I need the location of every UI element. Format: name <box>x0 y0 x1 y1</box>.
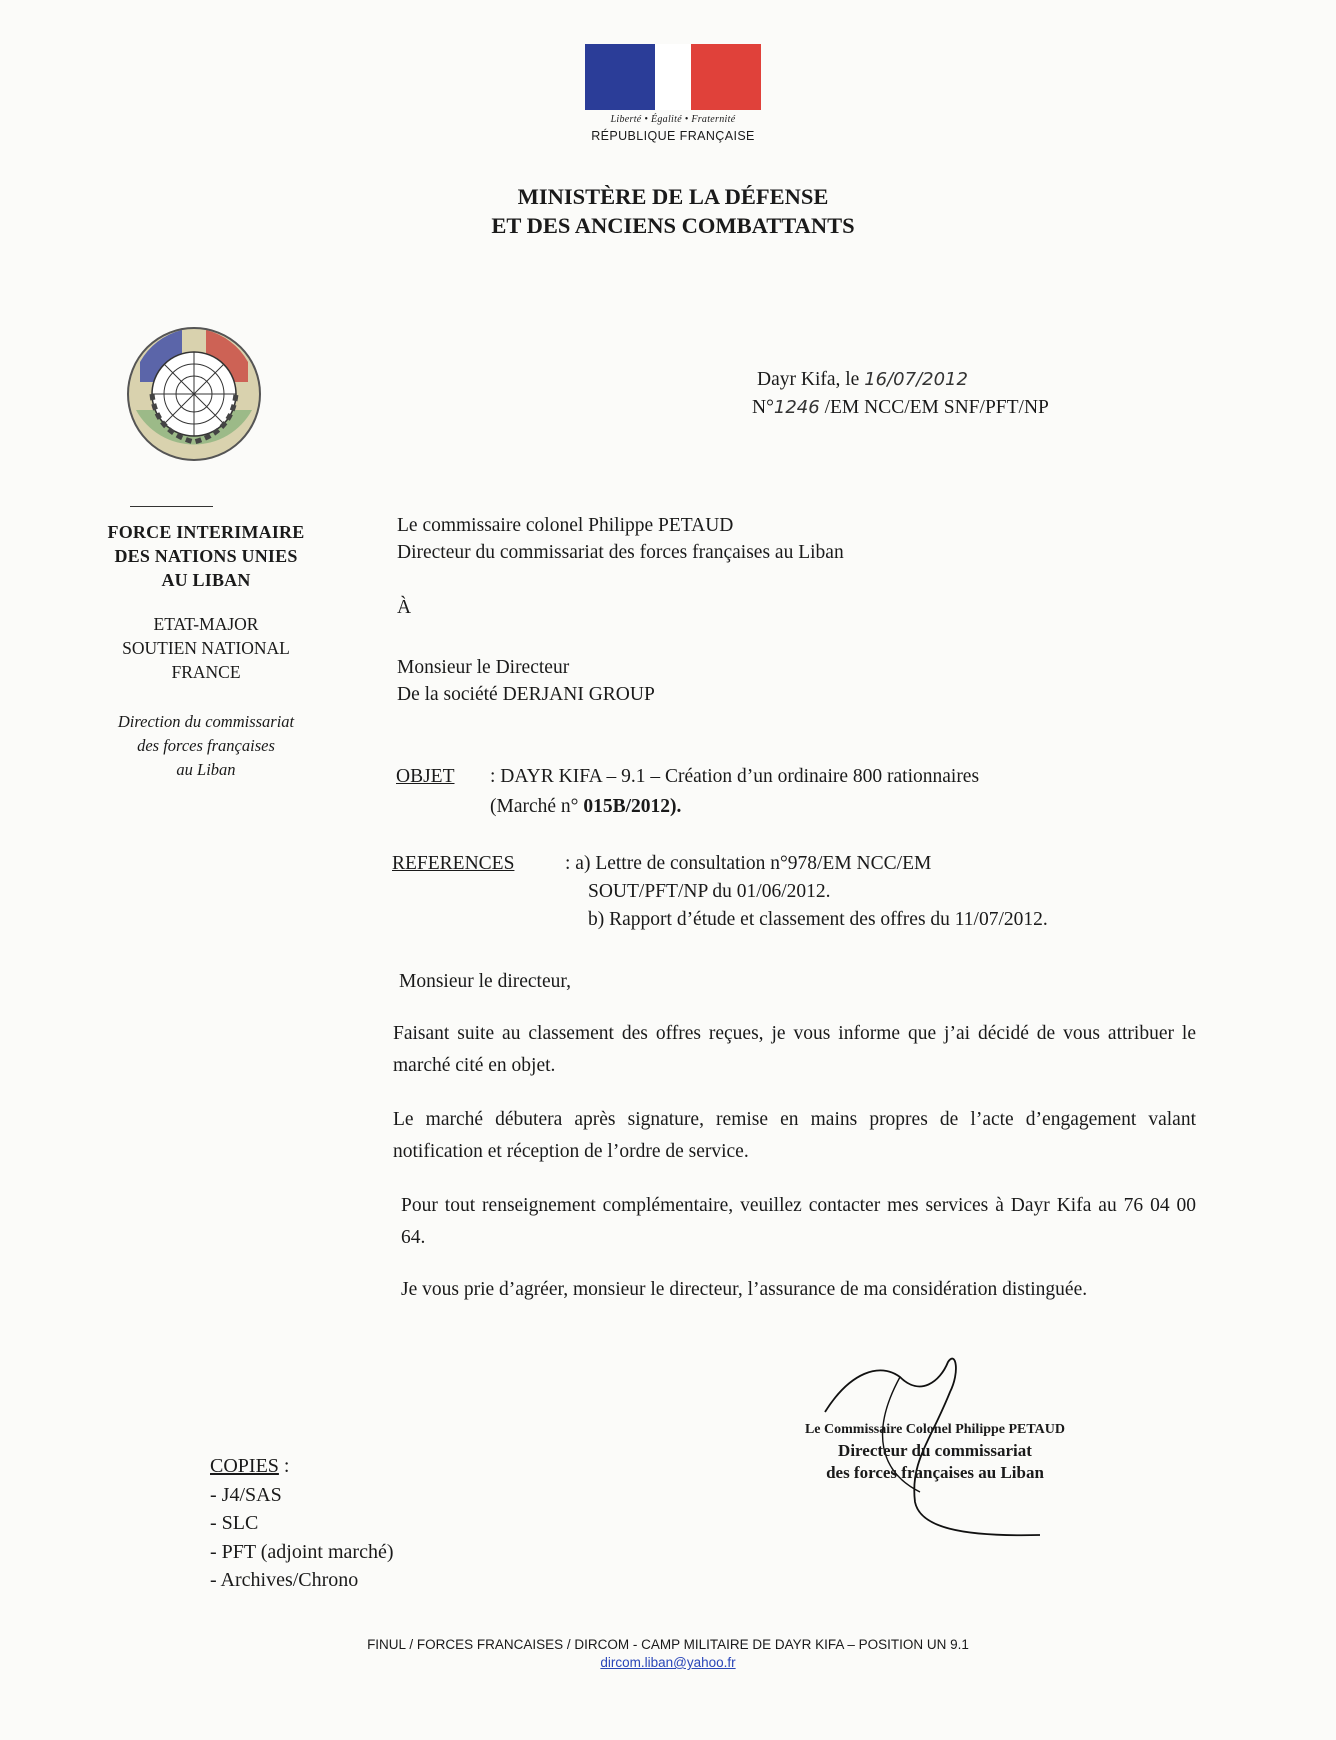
paragraph-3: Pour tout renseignement complémentaire, veuillez contacter mes services à Dayr Kifa au 76 04 00 64. <box>401 1195 1196 1248</box>
em-line-1: ETAT-MAJOR <box>153 614 259 634</box>
footer-email-link[interactable]: dircom.liban@yahoo.fr <box>600 1655 736 1670</box>
objet-line-1: : DAYR KIFA – 9.1 – Création d’un ordinaire 800 rationnaires <box>490 766 980 787</box>
signatory-title-1: Directeur du commissariat <box>838 1441 1032 1460</box>
to-marker: À <box>397 597 412 618</box>
republique-francaise-label: RÉPUBLIQUE FRANÇAISE <box>591 129 755 143</box>
force-line-3: AU LIBAN <box>161 570 251 590</box>
date-line <box>757 366 968 393</box>
left-divider <box>130 506 213 507</box>
objet-line-2 <box>490 793 681 820</box>
ministry-line-1: MINISTÈRE DE LA DÉFENSE <box>517 184 829 209</box>
paragraph-2: Le marché débutera après signature, remise en mains propres de l’acte d’engagement valant notification et réception de l’ordre de service. <box>393 1109 1196 1162</box>
dir-line-3: au Liban <box>176 760 236 779</box>
em-line-2: SOUTIEN NATIONAL <box>122 638 290 658</box>
copies-item: - SLC <box>210 1512 259 1534</box>
handwritten-date: 16/07/2012 <box>864 369 968 390</box>
reference-a-line-2: SOUT/PFT/NP du 01/06/2012. <box>588 881 831 902</box>
copies-label: COPIES <box>210 1455 279 1477</box>
republique-francaise-logo <box>585 44 761 143</box>
devise: Liberté • Égalité • Fraternité <box>610 114 736 125</box>
un-emblem-icon <box>122 322 266 466</box>
salutation: Monsieur le directeur, <box>399 971 571 992</box>
sender-block <box>397 512 844 566</box>
objet-label-text: OBJET <box>396 766 455 787</box>
objet-label <box>396 763 455 790</box>
reference-a-line-1: : a) Lettre de consultation n°978/EM NCC/EM <box>565 853 932 874</box>
ministry-title <box>400 182 946 240</box>
signature-block <box>780 1420 1090 1484</box>
signatory-title-2: des forces françaises au Liban <box>826 1463 1044 1482</box>
copies-block <box>210 1452 393 1595</box>
force-line-2: DES NATIONS UNIES <box>114 546 298 566</box>
recipient-line-1: Monsieur le Directeur <box>397 657 570 678</box>
place-prefix: Dayr Kifa, le <box>757 369 860 390</box>
copies-label-suffix: : <box>278 1455 290 1477</box>
references-label-text: REFERENCES <box>392 853 515 874</box>
force-name <box>80 520 332 592</box>
dir-line-2: des forces françaises <box>137 736 275 755</box>
flag-blue-band <box>585 44 655 110</box>
em-line-3: FRANCE <box>171 662 241 682</box>
flag-red-band <box>691 44 761 110</box>
ministry-line-2: ET DES ANCIENS COMBATTANTS <box>491 213 855 238</box>
objet-marche-number: 015B/2012). <box>583 796 682 817</box>
copies-item: - J4/SAS <box>210 1483 282 1506</box>
reference-b-line: b) Rapport d’étude et classement des offres du 11/07/2012. <box>588 909 1048 930</box>
footer <box>300 1636 1036 1672</box>
signatory-name: Le Commissaire Colonel Philippe PETAUD <box>804 1422 1066 1437</box>
flag-white-band <box>655 44 690 110</box>
reference-line <box>752 394 1049 421</box>
dir-line-1: Direction du commissariat <box>117 712 295 731</box>
ref-prefix: N° <box>752 397 774 418</box>
recipient-block <box>397 654 655 708</box>
force-line-1: FORCE INTERIMAIRE <box>107 522 305 542</box>
handwritten-ref-number: 1246 <box>773 397 820 418</box>
recipient-line-2: De la société DERJANI GROUP <box>397 684 655 705</box>
footer-address: FINUL / FORCES FRANCAISES / DIRCOM - CAMP MILITAIRE DE DAYR KIFA – POSITION UN 9.1 <box>367 1637 969 1652</box>
sender-line-2: Directeur du commissariat des forces françaises au Liban <box>397 542 844 563</box>
objet-line-2-prefix: (Marché n° <box>490 796 579 817</box>
direction <box>80 710 332 782</box>
paragraph-4: Je vous prie d’agréer, monsieur le directeur, l’assurance de ma considération distinguée. <box>401 1279 1088 1300</box>
etat-major <box>80 612 332 684</box>
references-label <box>392 850 514 877</box>
copies-item: - PFT (adjoint marché) <box>210 1540 394 1563</box>
ref-suffix: /EM NCC/EM SNF/PFT/NP <box>824 397 1049 418</box>
tricolor-flag <box>585 44 761 110</box>
sender-line-1: Le commissaire colonel Philippe PETAUD <box>397 515 734 536</box>
copies-item: - Archives/Chrono <box>210 1569 359 1591</box>
paragraph-1: Faisant suite au classement des offres reçues, je vous informe que j’ai décidé de vous attribuer le marché cité en objet. <box>393 1023 1196 1076</box>
copies-heading <box>210 1452 393 1481</box>
